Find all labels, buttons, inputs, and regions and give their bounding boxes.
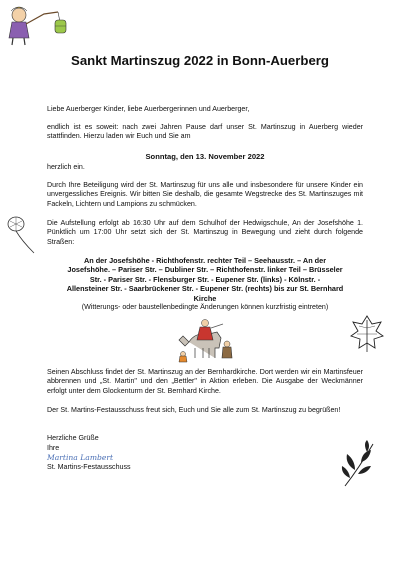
closing-paragraph: Seinen Abschluss findet der St. Martinszug an der Bernhardkirche. Dort werden wir ein Martinsfeuer abbrennen und „St. Martin" und den „Bettler" in Aktion erleben. Die Ausgabe der Weckmänner erfolgt unter dem Glockenturm der St. Bernhard Kirche.	[47, 368, 363, 395]
intro-paragraph: endlich ist es soweit: nach zwei Jahren Pause darf unser St. Martinszug in Auerberg wieder stattfinden. Hierzu laden wir Euch und Sie am	[47, 123, 363, 141]
committee-note: Der St. Martins-Festausschuss freut sich, Euch und Sie alle zum St. Martinszug zu begrüßen!	[47, 406, 341, 414]
greeting: Liebe Auerberger Kinder, liebe Auerbergerinnen und Auerberger,	[47, 105, 250, 113]
child-with-lantern-icon	[4, 2, 74, 46]
route-line: Str. - Pariser Str. - Flensburger Str. - Eupener Str. (links) - Kölnstr. -	[89, 274, 321, 284]
route-line: Kirche	[193, 293, 217, 303]
regards: Herzliche Grüße	[47, 434, 99, 442]
route-list	[47, 256, 363, 303]
route-note: (Witterungs- oder baustellenbedingte Änderungen können kurzfristig eintreten)	[81, 303, 329, 311]
yours: Ihre	[47, 444, 60, 452]
assembly-paragraph: Die Aufstellung erfolgt ab 16:30 Uhr auf dem Schulhof der Hedwigschule, An der Josefshöhe 1. Pünktlich um 17:00 Uhr setzt sich der St. Martinszug in Bewegung und zieht durch folgende Straßen:	[47, 219, 363, 246]
committee-name: St. Martins-Festausschuss	[47, 463, 131, 471]
participation-paragraph: Durch Ihre Beteiligung wird der St. Martinszug für uns alle und insbesondere für unsere Kinder ein unvergessliches Ereignis. Wir bitten Sie deshalb, die gesamte Wegstrecke des St. Martinszuges mit Fackeln, Lichtern und Lampions zu schmücken.	[47, 181, 363, 208]
invite-end: herzlich ein.	[47, 163, 85, 171]
route-line: An der Josefshöhe - Richthofenstr. rechter Teil – Seehausstr. – An der	[83, 256, 327, 265]
event-date: Sonntag, den 13. November 2022	[145, 152, 265, 161]
route-line: Allensteiner Str. - Saarbrückener Str. - Eupener Str. (rechts) bis zur St. Bernhard	[66, 284, 344, 294]
signature: Martina Lambert	[47, 453, 114, 462]
leaf-icon	[349, 314, 385, 354]
lantern-icon	[4, 213, 38, 255]
route-line: Josefshöhe. – Pariser Str. – Dubliner Str. – Richthofenstr. linker Teil – Brüsseler	[67, 265, 343, 275]
st-martin-horse-icon	[175, 318, 241, 362]
page-title: Sankt Martinszug 2022 in Bonn-Auerberg	[71, 53, 329, 68]
